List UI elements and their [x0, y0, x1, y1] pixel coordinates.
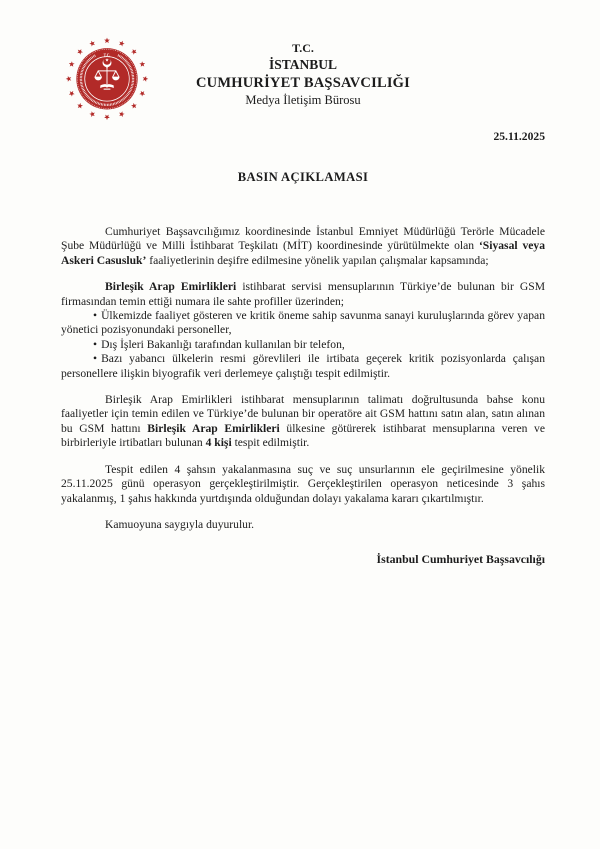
- svg-text:T.C.: T.C.: [103, 53, 111, 58]
- paragraph-operation: Tespit edilen 4 şahsın yakalanmasına suç ve suç unsurlarının ele geçirilmesine yönelik 25.11.2025 günü operasyon gerçekleştirilmiştir. Gerçekleştirilen operasyon neticesinde 3 şahıs yakalanmış, 1 şahıs hakkında yurtdışında olduğundan dolayı yakalama kararı çıkartılmıştır.: [61, 462, 545, 505]
- document-date: 25.11.2025: [493, 130, 545, 143]
- text-run: Birleşik Arap Emirlikleri istihbarat mensuplarının talimatı doğrultusunda bahse konu faaliyetler için temin edilen ve Türkiye’de bulunan bir operatöre ait GSM hattını satın alan, satın alınan bu GSM hattını: [61, 393, 545, 435]
- bullet-text: Bazı yabancı ülkelerin resmi görevlileri ile irtibata geçerek kritik pozisyonlarda çalışan personellere ilişkin biyografik veri derlemeye çalıştığı tespit edilmiştir.: [61, 352, 545, 380]
- bullet-text: Ülkemizde faaliyet gösteren ve kritik öneme sahip savunma sanayi kuruluşlarında görev yapan yönetici pozisyonundaki personeller,: [61, 309, 545, 337]
- text-run-bold: 4 kişi: [205, 436, 232, 450]
- letterhead-line-bureau: Medya İletişim Bürosu: [245, 93, 361, 107]
- bullet-item-1: [61, 309, 545, 338]
- letterhead-line-tc: T.C.: [292, 41, 314, 55]
- text-run-bold: Birleşik Arap Emirlikleri: [147, 421, 280, 435]
- paragraph-gsm-profiles: [61, 280, 545, 309]
- bullet-text: Dış İşleri Bakanlığı tarafından kullanılan bir telefon,: [101, 337, 345, 351]
- text-run: Cumhuriyet Başsavcılığımız koordinesinde İstanbul Emniyet Müdürlüğü Terörle Mücadele Şube Müdürlüğü ve Milli İstihbarat Teşkilatı (MİT) koordinesinde yürütülmekte olan: [61, 225, 545, 253]
- text-run-bold: Birleşik Arap Emirlikleri: [105, 280, 237, 294]
- closing-line: Kamuoyuna saygıyla duyurulur.: [105, 517, 255, 531]
- paragraph-intro: [61, 225, 545, 268]
- paragraph-suspects: [61, 393, 545, 451]
- text-run: faaliyetlerinin deşifre edilmesine yönelik yapılan çalışmalar kapsamında;: [146, 253, 489, 267]
- text-run: istihbarat servisi mensuplarının Türkiye’de bulunan bir GSM firmasından temin ettiği numara ile sahte profiller üzerinden;: [61, 280, 546, 308]
- bullet-icon: •: [93, 337, 98, 351]
- document-body: [61, 225, 545, 532]
- signature: İstanbul Cumhuriyet Başsavcılığı: [376, 552, 545, 567]
- bullet-item-2: [61, 338, 545, 352]
- document-title: BASIN AÇIKLAMASI: [237, 170, 369, 184]
- bullet-icon: •: [93, 309, 98, 323]
- text-run: tespit edilmiştir.: [231, 436, 310, 450]
- justice-seal-logo: [65, 36, 149, 120]
- bullet-item-3: [61, 352, 545, 381]
- text-run-bold: ‘Siyasal veya Askeri Casusluk’: [61, 239, 545, 267]
- bullet-icon: •: [93, 352, 98, 366]
- letterhead-line-office: CUMHURİYET BAŞSAVCILIĞI: [196, 74, 410, 91]
- letterhead: [61, 38, 545, 107]
- text-run: ülkesine götürerek istihbarat mensuplarına veren ve birbirleriyle irtibatları bulunan: [61, 421, 545, 450]
- letterhead-line-city: İSTANBUL: [268, 57, 338, 72]
